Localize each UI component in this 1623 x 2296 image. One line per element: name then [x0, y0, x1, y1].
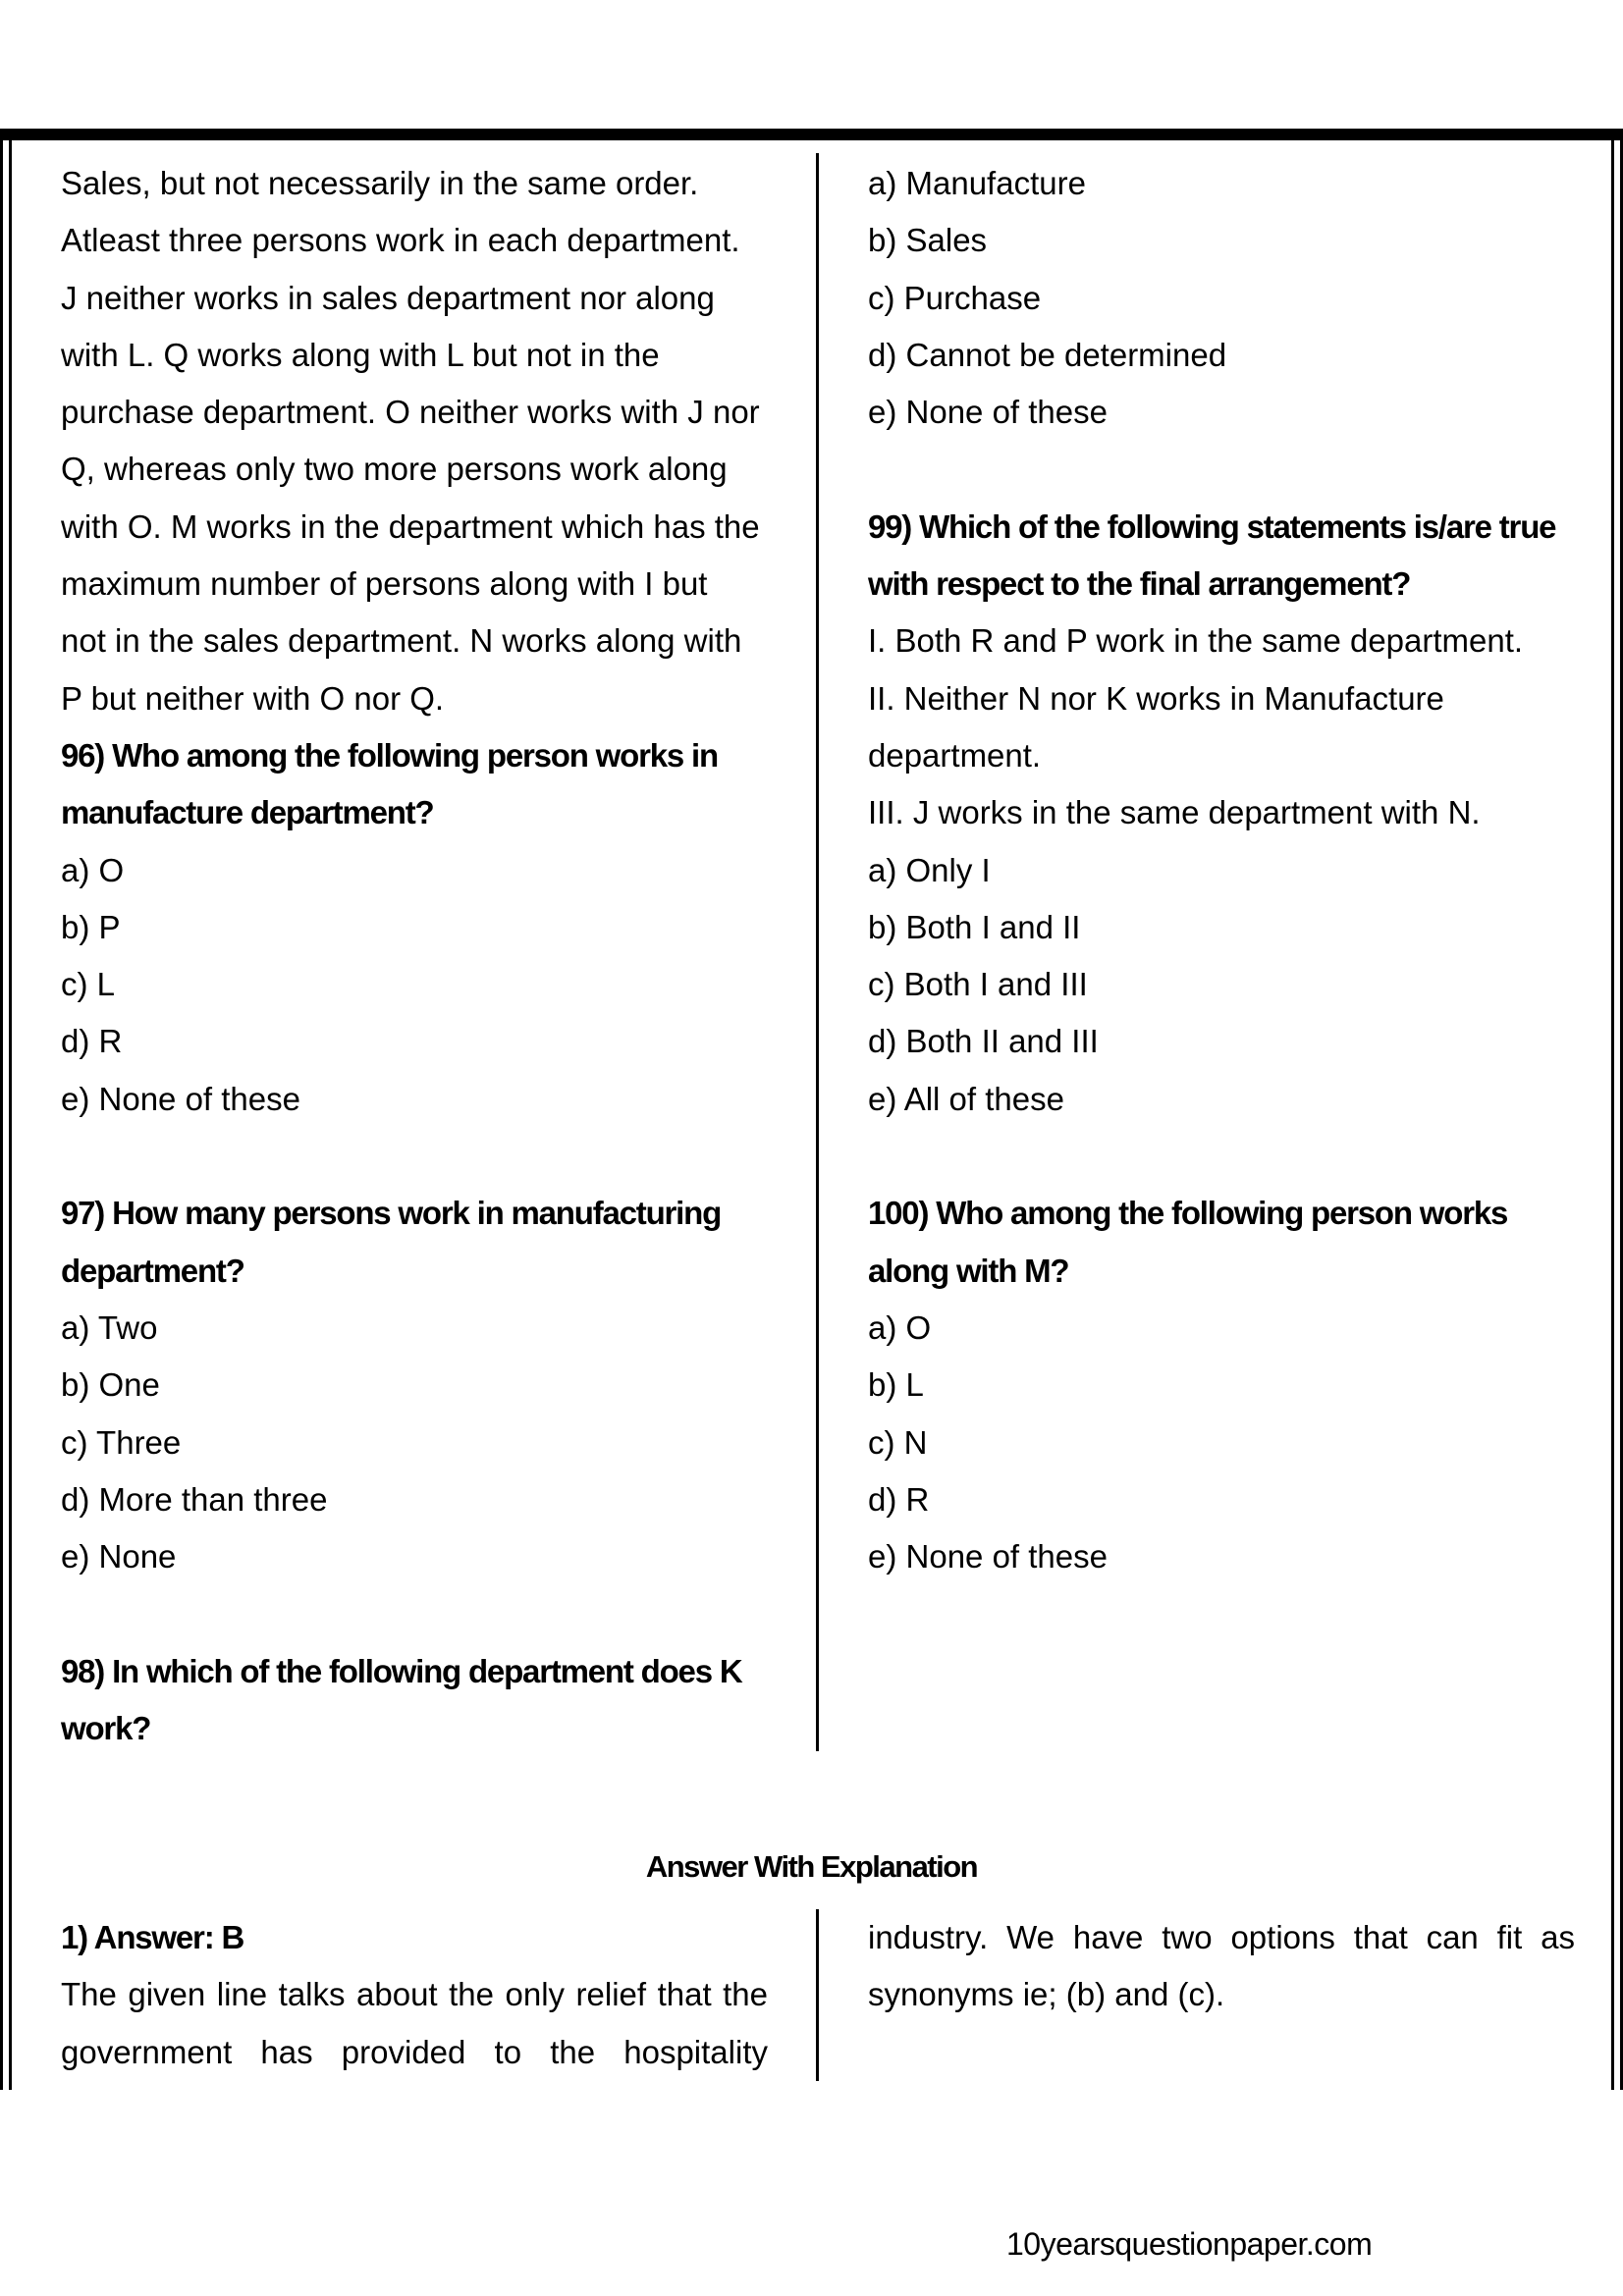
option-96-d: d) R: [61, 1023, 123, 1060]
option-97-a: a) Two: [61, 1308, 158, 1346]
option-96-b: b) P: [61, 908, 121, 945]
intro-line: P but neither with O nor Q.: [61, 679, 445, 717]
spacer: [61, 1585, 778, 1642]
option-96-c: c) L: [61, 966, 116, 1003]
intro-line: J neither works in sales department nor along: [61, 279, 715, 316]
option-97-b: b) One: [61, 1366, 160, 1404]
option-99-e: e) All of these: [868, 1080, 1064, 1117]
answer-1-left: [61, 1909, 768, 2081]
question-99-text: with respect to the final arrangement?: [868, 565, 1411, 603]
left-column: [61, 155, 778, 1757]
intro-line: Atleast three persons work in each department.: [61, 222, 740, 259]
page-top-border: [0, 129, 1623, 140]
footer-website: 10yearsquestionpaper.com: [1006, 2226, 1373, 2262]
statement-99-iii: III. J works in the same department with N.: [868, 794, 1481, 831]
question-100-text: along with M?: [868, 1252, 1069, 1289]
column-divider-answers: [816, 1909, 819, 2081]
answer-1-explanation-line: synonyms ie; (b) and (c).: [868, 1976, 1225, 2013]
option-99-c: c) Both I and III: [868, 966, 1088, 1003]
question-98-options: [868, 155, 1585, 441]
spacer: [868, 1128, 1585, 1185]
option-100-a: a) O: [868, 1308, 932, 1346]
option-100-d: d) R: [868, 1480, 930, 1518]
intro-line: Q, whereas only two more persons work along: [61, 451, 728, 488]
column-divider-questions: [816, 153, 819, 1751]
right-column: [868, 155, 1585, 1585]
option-97-d: d) More than three: [61, 1480, 328, 1518]
question-97-text: 97) How many persons work in manufacturing: [61, 1195, 722, 1232]
question-99: [868, 499, 1585, 1128]
option-98-c: c) Purchase: [868, 279, 1042, 316]
answer-1-explanation-line: The given line talks about the only relief that the: [61, 1976, 768, 2013]
question-97: [61, 1185, 778, 1585]
intro-line: with O. M works in the department which has the: [61, 507, 760, 545]
option-100-b: b) L: [868, 1366, 924, 1404]
question-96-text: 96) Who among the following person works in: [61, 736, 718, 774]
option-99-b: b) Both I and II: [868, 908, 1081, 945]
page-left-border: [0, 129, 12, 2090]
intro-line: maximum number of persons along with I but: [61, 565, 708, 603]
statement-99-ii-cont: department.: [868, 736, 1042, 774]
question-96-text: manufacture department?: [61, 794, 434, 831]
spacer: [61, 1128, 778, 1185]
option-97-e: e) None: [61, 1538, 177, 1575]
answer-1-explanation-line: industry. We have two options that can fit as: [868, 1919, 1575, 1955]
answer-1-title: 1) Answer: B: [61, 1919, 244, 1955]
question-96: [61, 727, 778, 1128]
spacer: [868, 441, 1585, 498]
answer-1-explanation-line: government has provided to the hospitality: [61, 2033, 768, 2070]
option-98-b: b) Sales: [868, 222, 988, 259]
question-98-text: work?: [61, 1710, 151, 1747]
answers-heading: Answer With Explanation: [645, 1849, 978, 1884]
option-96-a: a) O: [61, 851, 125, 888]
statement-99-ii: II. Neither N nor K works in Manufacture: [868, 679, 1444, 717]
option-98-e: e) None of these: [868, 394, 1108, 431]
question-100-text: 100) Who among the following person works: [868, 1195, 1508, 1232]
option-99-a: a) Only I: [868, 851, 991, 888]
option-100-c: c) N: [868, 1423, 928, 1461]
option-97-c: c) Three: [61, 1423, 182, 1461]
page-right-border: [1611, 129, 1623, 2090]
puzzle-intro: [61, 155, 778, 727]
question-98: [61, 1643, 778, 1758]
intro-line: Sales, but not necessarily in the same order.: [61, 165, 699, 201]
option-98-a: a) Manufacture: [868, 165, 1086, 201]
option-98-d: d) Cannot be determined: [868, 336, 1227, 373]
intro-line: purchase department. O neither works with J nor: [61, 394, 760, 431]
question-98-text: 98) In which of the following department does K: [61, 1652, 742, 1689]
option-96-e: e) None of these: [61, 1080, 300, 1117]
statement-99-i: I. Both R and P work in the same department.: [868, 622, 1524, 660]
option-100-e: e) None of these: [868, 1538, 1108, 1575]
question-97-text: department?: [61, 1252, 244, 1289]
intro-line: with L. Q works along with L but not in the: [61, 336, 660, 373]
answer-1-right: [868, 1909, 1575, 2024]
question-99-text: 99) Which of the following statements is/are true: [868, 507, 1556, 545]
option-99-d: d) Both II and III: [868, 1023, 1099, 1060]
intro-line: not in the sales department. N works along with: [61, 622, 742, 660]
question-100: [868, 1185, 1585, 1585]
